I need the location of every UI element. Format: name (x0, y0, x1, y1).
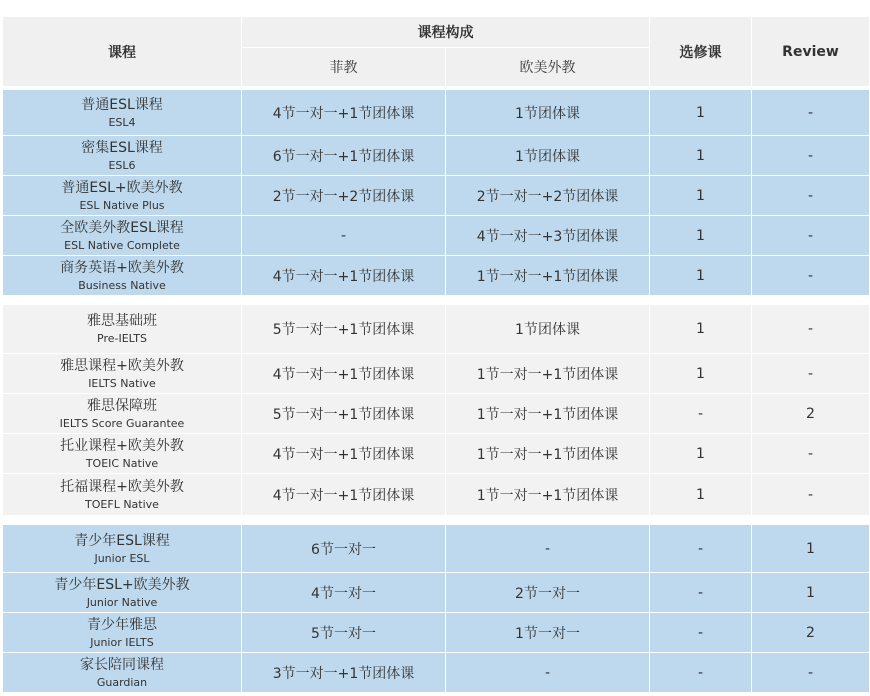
course-name-cn: 普通ESL课程 (81, 96, 163, 113)
course-name-en: Junior ESL (94, 551, 150, 565)
review-cell: 2 (752, 394, 870, 434)
elective-cell: 1 (650, 256, 752, 296)
filipino-teacher-cell: 4节一对一+1节团体课 (242, 434, 446, 474)
course-name-en: TOEFL Native (85, 497, 159, 511)
course-name-cell (3, 474, 242, 516)
table-row (3, 474, 870, 516)
review-cell: 1 (752, 525, 870, 573)
filipino-teacher-cell: 4节一对一 (242, 573, 446, 613)
review-cell: 2 (752, 613, 870, 653)
course-name-cell (3, 573, 242, 613)
filipino-teacher-cell: 4节一对一+1节团体课 (242, 90, 446, 136)
course-name-cell (3, 305, 242, 354)
western-teacher-cell: 1节一对一+1节团体课 (446, 354, 650, 394)
western-teacher-cell: 1节一对一+1节团体课 (446, 256, 650, 296)
header-filipino-teacher: 菲教 (242, 48, 446, 87)
table-row (3, 434, 870, 474)
western-teacher-cell: 4节一对一+3节团体课 (446, 216, 650, 256)
filipino-teacher-cell: 5节一对一 (242, 613, 446, 653)
filipino-teacher-cell: - (242, 216, 446, 256)
elective-cell: 1 (650, 176, 752, 216)
header-western-teacher: 欧美外教 (446, 48, 650, 87)
course-name-cn: 雅思基础班 (87, 313, 157, 329)
table-row (3, 216, 870, 256)
filipino-teacher-cell: 4节一对一+1节团体课 (242, 256, 446, 296)
group-gap-cell (3, 516, 870, 525)
elective-cell: 1 (650, 354, 752, 394)
elective-cell: 1 (650, 474, 752, 516)
course-name-cell (3, 434, 242, 474)
course-name-cell (3, 653, 242, 693)
course-name-cn: 托福课程+欧美外教 (60, 478, 184, 495)
course-name-cn: 密集ESL课程 (81, 139, 163, 156)
elective-cell: - (650, 653, 752, 693)
table-body (3, 87, 870, 693)
course-name-en: ESL Native Plus (79, 198, 165, 212)
western-teacher-cell: 2节一对一+2节团体课 (446, 176, 650, 216)
western-teacher-cell: 1节一对一+1节团体课 (446, 474, 650, 516)
review-cell: - (752, 136, 870, 176)
western-teacher-cell: 1节团体课 (446, 136, 650, 176)
course-name-en: IELTS Native (88, 376, 156, 390)
review-cell: - (752, 474, 870, 516)
course-name-cn: 雅思课程+欧美外教 (60, 357, 184, 374)
review-cell: - (752, 256, 870, 296)
course-name-en: ESL Native Complete (64, 238, 180, 252)
review-cell: - (752, 176, 870, 216)
course-name-cell (3, 613, 242, 653)
table-row (3, 653, 870, 693)
review-cell: - (752, 90, 870, 136)
elective-cell: 1 (650, 305, 752, 354)
elective-cell: 1 (650, 90, 752, 136)
western-teacher-cell: - (446, 653, 650, 693)
table-row (3, 613, 870, 653)
course-name-en: Pre-IELTS (97, 332, 147, 345)
course-name-cell (3, 136, 242, 176)
table-row (3, 305, 870, 354)
header-composition: 课程构成 (242, 17, 650, 48)
course-name-cell (3, 90, 242, 136)
filipino-teacher-cell: 4节一对一+1节团体课 (242, 354, 446, 394)
course-table (2, 16, 870, 693)
western-teacher-cell: 1节一对一+1节团体课 (446, 394, 650, 434)
western-teacher-cell: 1节一对一+1节团体课 (446, 434, 650, 474)
elective-cell: 1 (650, 434, 752, 474)
elective-cell: 1 (650, 136, 752, 176)
elective-cell: - (650, 613, 752, 653)
course-name-cell (3, 354, 242, 394)
course-name-cn: 托业课程+欧美外教 (60, 437, 184, 454)
group-gap (3, 296, 870, 305)
course-name-cn: 商务英语+欧美外教 (60, 259, 184, 276)
table-row (3, 90, 870, 136)
course-name-cell (3, 394, 242, 434)
course-name-en: IELTS Score Guarantee (59, 416, 185, 430)
elective-cell: - (650, 573, 752, 613)
course-name-en: Guardian (96, 675, 148, 689)
filipino-teacher-cell: 6节一对一 (242, 525, 446, 573)
filipino-teacher-cell: 2节一对一+2节团体课 (242, 176, 446, 216)
review-cell: - (752, 305, 870, 354)
review-cell: - (752, 653, 870, 693)
table-header (3, 17, 870, 87)
group-gap (3, 516, 870, 525)
western-teacher-cell: 1节团体课 (446, 305, 650, 354)
course-name-cn: 普通ESL+欧美外教 (61, 179, 183, 196)
table-row (3, 394, 870, 434)
course-name-cn: 青少年雅思 (87, 616, 157, 633)
filipino-teacher-cell: 5节一对一+1节团体课 (242, 305, 446, 354)
filipino-teacher-cell: 5节一对一+1节团体课 (242, 394, 446, 434)
western-teacher-cell: 1节一对一 (446, 613, 650, 653)
table-row (3, 176, 870, 216)
western-teacher-cell: - (446, 525, 650, 573)
header-review: Review (752, 17, 870, 87)
course-name-en: ESL4 (108, 115, 136, 129)
course-name-en: Junior IELTS (90, 635, 154, 649)
course-name-en: TOEIC Native (85, 456, 159, 470)
elective-cell: - (650, 394, 752, 434)
course-name-cn: 青少年ESL课程 (74, 532, 170, 549)
course-name-cell (3, 256, 242, 296)
course-name-en: Junior Native (86, 595, 158, 609)
course-name-cn: 青少年ESL+欧美外教 (54, 576, 190, 593)
course-name-cn: 全欧美外教ESL课程 (60, 219, 184, 236)
table-row (3, 136, 870, 176)
review-cell: - (752, 216, 870, 256)
header-elective: 选修课 (650, 17, 752, 87)
course-name-cn: 家长陪同课程 (80, 656, 164, 673)
course-name-cell (3, 176, 242, 216)
review-cell: - (752, 434, 870, 474)
course-name-en: ESL6 (108, 158, 136, 172)
header-course: 课程 (3, 17, 242, 87)
course-name-cn: 雅思保障班 (87, 397, 157, 414)
western-teacher-cell: 1节团体课 (446, 90, 650, 136)
western-teacher-cell: 2节一对一 (446, 573, 650, 613)
group-gap-cell (3, 296, 870, 305)
course-name-cell (3, 525, 242, 573)
table-row (3, 256, 870, 296)
elective-cell: - (650, 525, 752, 573)
course-name-cell (3, 216, 242, 256)
elective-cell: 1 (650, 216, 752, 256)
table-row (3, 573, 870, 613)
course-name-en: Business Native (78, 278, 166, 292)
table-row (3, 525, 870, 573)
filipino-teacher-cell: 6节一对一+1节团体课 (242, 136, 446, 176)
review-cell: 1 (752, 573, 870, 613)
filipino-teacher-cell: 3节一对一+1节团体课 (242, 653, 446, 693)
table-row (3, 354, 870, 394)
filipino-teacher-cell: 4节一对一+1节团体课 (242, 474, 446, 516)
review-cell: - (752, 354, 870, 394)
